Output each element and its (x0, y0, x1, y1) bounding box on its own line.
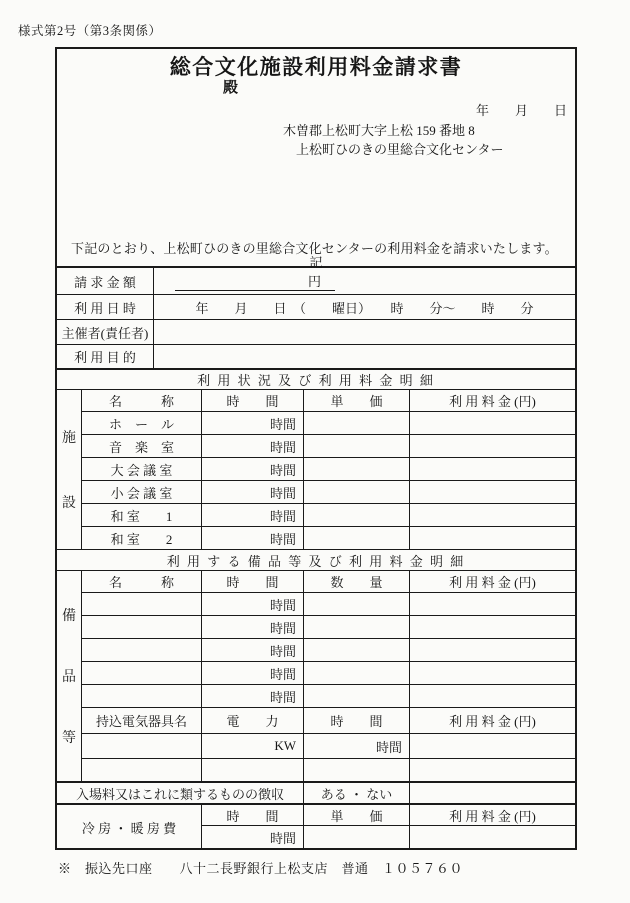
facility-unit-price-cell (303, 411, 409, 434)
equipment-name-cell (81, 661, 201, 684)
hvac-col-header-fee: 利 用 料 金 (円) (409, 805, 575, 825)
appliance-hours-cell: 時間 (303, 733, 409, 758)
equipment-quantity-cell (303, 615, 409, 638)
facility-fee-cell (409, 457, 575, 480)
equipment-group-char-1: 備 (62, 609, 76, 625)
organizer-label: 主催者(責任者) (57, 319, 153, 344)
appliance-power-header: 電 力 (201, 707, 303, 733)
facility-hours-cell: 時間 (201, 503, 303, 526)
facility-col-header-name: 名 称 (81, 390, 201, 411)
facility-table (57, 389, 575, 549)
hvac-table (57, 803, 575, 849)
facility-unit-price-cell (303, 457, 409, 480)
facility-fee-cell (409, 503, 575, 526)
issuer-address (283, 121, 503, 159)
note-marker: 記 (309, 255, 323, 270)
addressee-suffix: 殿 (223, 80, 239, 96)
facility-group-char-1: 施 (62, 430, 76, 446)
equipment-group-label (57, 571, 81, 781)
equipment-hours-cell: 時間 (201, 661, 303, 684)
facility-fee-cell (409, 526, 575, 549)
form-header (57, 49, 575, 270)
facility-row-name: 和 室 1 (81, 503, 201, 526)
equipment-fee-cell (409, 684, 575, 707)
issuer-address-line1: 木曽郡上松町大字上松 159 番地 8 (283, 123, 475, 138)
facility-hours-cell: 時間 (201, 480, 303, 503)
hvac-unit-price-cell (303, 825, 409, 849)
intro-text: 下記のとおり、上松町ひのきの里総合文化センターの利用料金を請求いたします。 (71, 241, 558, 256)
equipment-col-header-time: 時 間 (201, 571, 303, 592)
admission-options: ある ・ ない (303, 783, 409, 803)
admission-row (57, 781, 575, 803)
equipment-hours-cell: 時間 (201, 592, 303, 615)
equipment-group-char-2: 品 (62, 669, 76, 685)
datetime-field: 年 月 日 （ 曜日） 時 分～ 時 分 (153, 294, 575, 319)
facility-fee-cell (409, 434, 575, 457)
organizer-field (153, 319, 575, 344)
facility-hours-cell: 時間 (201, 411, 303, 434)
facility-unit-price-cell (303, 526, 409, 549)
equipment-fee-cell (409, 638, 575, 661)
facility-fee-cell (409, 411, 575, 434)
equipment-col-header-quantity: 数 量 (303, 571, 409, 592)
equipment-section-title: 利 用 す る 備 品 等 及 び 利 用 料 金 明 細 (57, 549, 575, 570)
facility-row-name: 和 室 2 (81, 526, 201, 549)
equipment-name-cell (81, 638, 201, 661)
equipment-col-header-fee: 利 用 料 金 (円) (409, 571, 575, 592)
equipment-quantity-cell (303, 684, 409, 707)
equipment-name-cell (81, 684, 201, 707)
facility-hours-cell: 時間 (201, 457, 303, 480)
appliance-time-cell (303, 758, 409, 781)
equipment-quantity-cell (303, 638, 409, 661)
equipment-name-cell (81, 615, 201, 638)
appliance-name-cell (81, 758, 201, 781)
hvac-label: 冷 房 ・ 暖 房 費 (81, 820, 177, 836)
purpose-field (153, 344, 575, 368)
facility-unit-price-cell (303, 434, 409, 457)
facility-hours-cell: 時間 (201, 526, 303, 549)
amount-blank-underline (175, 271, 335, 291)
facility-section-title: 利 用 状 況 及 び 利 用 料 金 明 細 (57, 368, 575, 389)
equipment-quantity-cell (303, 661, 409, 684)
appliance-fee-cell (409, 733, 575, 758)
equipment-quantity-cell (303, 592, 409, 615)
facility-col-header-fee: 利 用 料 金 (円) (409, 390, 575, 411)
amount-label: 請 求 金 額 (74, 274, 136, 290)
appliance-fee-header: 利 用 料 金 (円) (409, 707, 575, 733)
facility-group-char-2: 設 (62, 496, 76, 512)
facility-col-header-unit-price: 単 価 (303, 390, 409, 411)
facility-hours-cell: 時間 (201, 434, 303, 457)
facility-row-name: ホ ー ル (81, 411, 201, 434)
form-code: 様式第2号（第3条関係） (18, 24, 162, 38)
amount-unit: 円 (307, 274, 321, 289)
facility-row-name: 小 会 議 室 (81, 480, 201, 503)
appliance-name-header: 持込電気器具名 (81, 707, 201, 733)
equipment-fee-cell (409, 615, 575, 638)
facility-unit-price-cell (303, 503, 409, 526)
appliance-fee-cell (409, 758, 575, 781)
equipment-group-char-3: 等 (62, 730, 76, 746)
datetime-label: 利 用 日 時 (57, 294, 153, 319)
equipment-col-header-name: 名 称 (81, 571, 201, 592)
equipment-fee-cell (409, 661, 575, 684)
billing-table (57, 266, 575, 368)
hvac-fee-cell (409, 825, 575, 849)
equipment-hours-cell: 時間 (201, 615, 303, 638)
hvac-hours-cell: 時間 (201, 825, 303, 849)
equipment-fee-cell (409, 592, 575, 615)
hvac-col-header-time: 時 間 (201, 805, 303, 825)
bank-transfer-note: ※ 振込先口座 八十二長野銀行上松支店 普通 １０５７６０ (58, 861, 464, 876)
facility-unit-price-cell (303, 480, 409, 503)
page-title: 総合文化施設利用料金請求書 (169, 55, 463, 79)
facility-row-name: 音 楽 室 (81, 434, 201, 457)
form-border-box (55, 47, 577, 850)
admission-label: 入場料又はこれに類するものの徴収 (75, 786, 284, 802)
date-line: 年 月 日 (475, 103, 567, 118)
facility-fee-cell (409, 480, 575, 503)
appliance-power-unit-cell: KW (201, 733, 303, 758)
issuer-address-line2: 上松町ひのきの里総合文化センター (296, 142, 504, 157)
equipment-table (57, 570, 575, 781)
admission-fee-cell (409, 783, 575, 803)
appliance-time-header: 時 間 (303, 707, 409, 733)
hvac-col-header-unit-price: 単 価 (303, 805, 409, 825)
facility-row-name: 大 会 議 室 (81, 457, 201, 480)
facility-col-header-time: 時 間 (201, 390, 303, 411)
purpose-label: 利 用 目 的 (57, 344, 153, 368)
equipment-hours-cell: 時間 (201, 638, 303, 661)
facility-group-label (57, 390, 81, 549)
equipment-hours-cell: 時間 (201, 684, 303, 707)
appliance-name-cell (81, 733, 201, 758)
appliance-power-cell (201, 758, 303, 781)
equipment-name-cell (81, 592, 201, 615)
amount-field (153, 268, 575, 294)
